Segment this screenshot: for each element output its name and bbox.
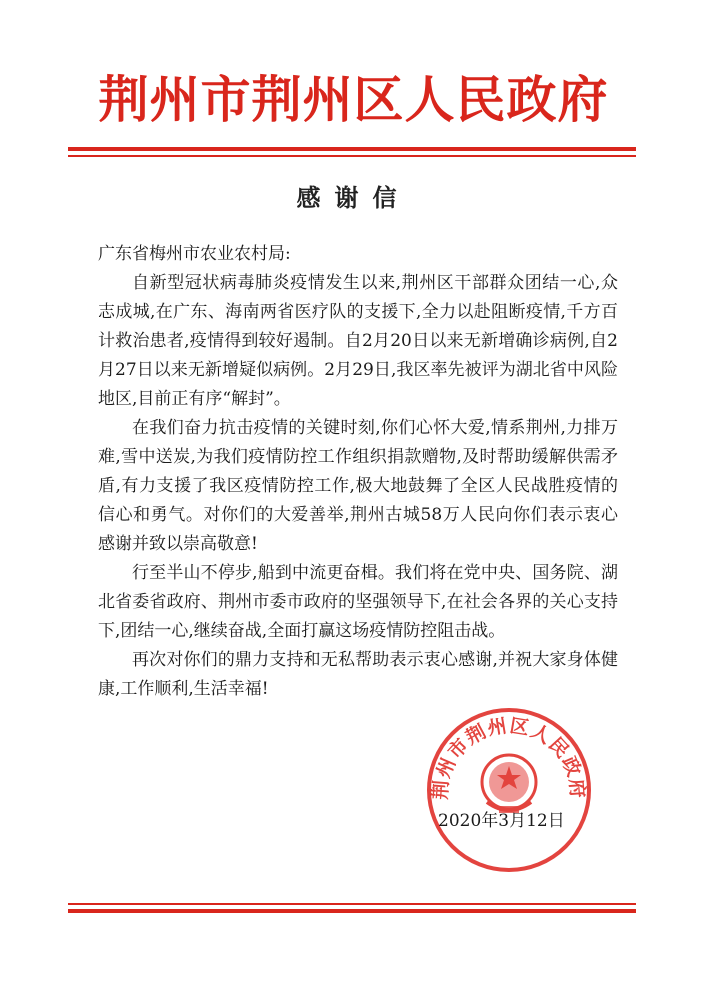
footer-divider-thick [68,909,636,913]
national-emblem-icon [482,755,536,813]
letter-salutation: 广东省梅州市农业农村局: [98,244,291,264]
seal-text: 荆州市荆州区人民政府 [429,714,589,801]
header-divider-thick [68,147,636,151]
letter-paragraph: 自新型冠状病毒肺炎疫情发生以来,荆州区干部群众团结一心,众志成城,在广东、海南两省医疗队的支援下,全力以赴阻断疫情,千方百计救治患者,疫情得到较好遏制。自2月20日以来无新增确诊病例,自2月27日以来无新增疑似病例。2月29日,我区率先被评为湖北省中风险地区,目前正有序“解封”。 [98,273,618,409]
footer-divider-thin [68,903,636,905]
letter-paragraph: 再次对你们的鼎力支持和无私帮助表示衷心感谢,并祝大家身体健康,工作顺利,生活幸福! [98,650,618,699]
letter-paragraph: 行至半山不停步,船到中流更奋楫。我们将在党中央、国务院、湖北省委省政府、荆州市委市政府的坚强领导下,在社会各界的关心支持下,团结一心,继续奋战,全面打赢这场疫情防控阻击战。 [98,563,618,641]
government-letterhead-title: 荆州市荆州区人民政府 [98,71,609,129]
letter-title: 感谢信 [296,184,411,212]
header-divider-thin [68,155,636,157]
letter-paragraph: 在我们奋力抗击疫情的关键时刻,你们心怀大爱,情系荆州,力排万难,雪中送炭,为我们疫情防控工作组织捐款赠物,及时帮助缓解供需矛盾,有力支援了我区疫情防控工作,极大地鼓舞了全区人民战胜疫情的信心和勇气。对你们的大爱善举,荆州古城58万人民向你们表示衷心感谢并致以崇高敬意! [98,418,618,554]
official-seal-stamp [425,706,593,874]
letter-date: 2020年3月12日 [438,811,565,831]
letter-body [98,240,618,704]
